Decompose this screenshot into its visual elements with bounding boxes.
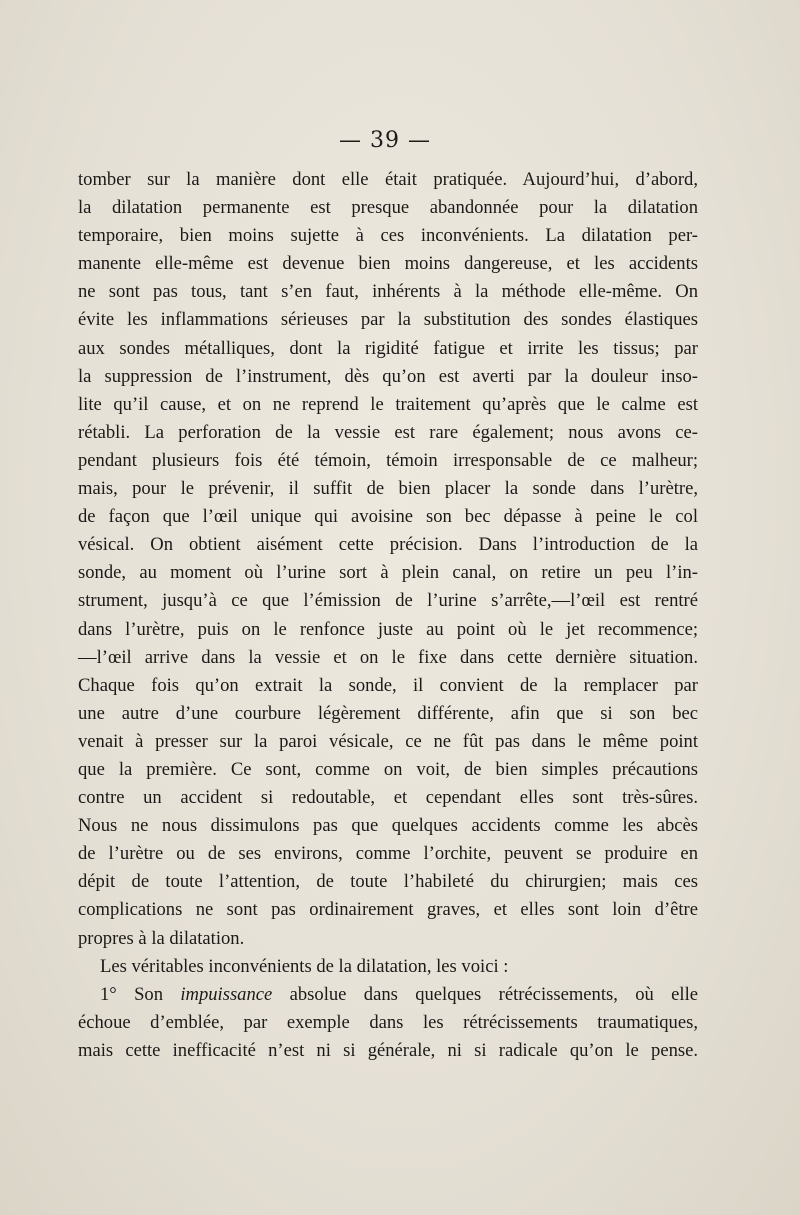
text-line: évite les inflammations sérieuses par la substitution des sondes élastiques [78,309,698,331]
text-line: strument, jusqu’à ce que l’émission de l’urine s’arrête,—l’œil est rentré [78,590,698,612]
text-line: Nous ne nous dissimulons pas que quelques accidents comme les abcès [78,815,698,837]
text-line: dans l’urètre, puis on le renfonce juste au point où le jet recommence; [78,618,698,640]
text-line [78,981,698,1009]
text-line: ne sont pas tous, tant s’en faut, inhérents à la méthode elle-même. On [78,281,698,303]
text-line: de façon que l’œil unique qui avoisine son bec dépasse à peine le col [78,506,698,528]
text-line: propres à la dilatation. [78,927,245,949]
text-fragment: 1° Son [100,983,181,1005]
text-line: la dilatation permanente est presque abandonnée pour la dilatation [78,197,698,219]
text-line: la suppression de l’instrument, dès qu’on est averti par la douleur inso- [78,365,698,387]
text-line: une autre d’une courbure légèrement différente, afin que si son bec [78,702,698,724]
text-line: venait à presser sur la paroi vésicale, ce ne fût pas dans le même point [78,730,698,752]
text-line: sonde, au moment où l’urine sort à plein canal, on retire un peu l’in- [78,562,698,584]
text-line: échoue d’emblée, par exemple dans les rétrécissements traumatiques, [78,1011,698,1033]
text-line: pendant plusieurs fois été témoin, témoin irresponsable de ce malheur; [78,449,698,471]
text-line: manente elle-même est devenue bien moins dangereuse, et les accidents [78,253,698,275]
text-line: aux sondes métalliques, dont la rigidité fatigue et irrite les tissus; par [78,337,698,359]
text-fragment: absolue dans quelques rétrécissements, où elle [272,983,699,1005]
text-line: tomber sur la manière dont elle était pratiquée. Aujourd’hui, d’abord, [78,169,698,190]
text-line: vésical. On obtient aisément cette précision. Dans l’introduction de la [78,534,698,556]
text-line: —l’œil arrive dans la vessie et on le fixe dans cette dernière situation. [78,646,698,668]
text-line: complications ne sont pas ordinairement graves, et elles sont loin d’être [78,899,698,921]
text-line: que la première. Ce sont, comme on voit, de bien simples précautions [78,758,698,780]
text-line: dépit de toute l’attention, de toute l’habileté du chirurgien; mais ces [78,871,698,893]
text-line: mais, pour le prévenir, il suffit de bien placer la sonde dans l’urètre, [78,478,698,500]
text-line: Les véritables inconvénients de la dilatation, les voici : [100,955,509,977]
text-line: Chaque fois qu’on extrait la sonde, il convient de la remplacer par [78,674,698,696]
text-line: rétabli. La perforation de la vessie est rare également; nous avons ce- [78,421,698,443]
text-line: temporaire, bien moins sujette à ces inconvénients. La dilatation per- [78,225,698,247]
text-line: lite qu’il cause, et on ne reprend le traitement qu’après que le calme est [78,393,698,415]
text-line: de l’urètre ou de ses environs, comme l’orchite, peuvent se produire en [78,843,698,865]
emphasis-text: impuissance [180,983,273,1005]
text-line: contre un accident si redoutable, et cependant elles sont très-sûres. [78,787,698,809]
page-number: — 39 — [339,128,431,153]
body-text [78,166,698,1065]
text-line: mais cette inefficacité n’est ni si générale, ni si radicale qu’on le pense. [78,1039,698,1061]
